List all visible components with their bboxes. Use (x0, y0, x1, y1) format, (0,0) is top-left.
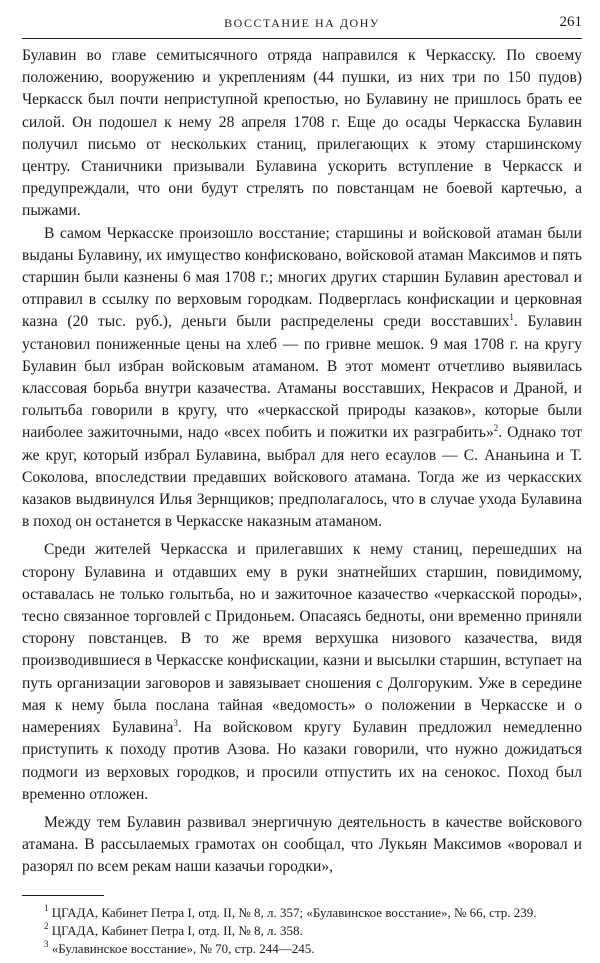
footnote (22, 904, 582, 922)
page-number: 261 (559, 14, 582, 30)
paragraph: Между тем Булавин развивал энергичную деятельность в качестве войскового атамана. В рассылаемых грамотах он сообщал, что Лукьян Максимов «воровал и разорял по всем рекам наши казачьи городки», (22, 813, 582, 876)
footnote-number: 2 (44, 920, 49, 931)
paragraph-text: В самом Черкасске произошло восстание; старшины и войсковой атаман были выданы Булавину, их имущество конфисковано, войсковой атаман Максимов и пять старшин были казнены 6 мая 1708 г.; многих других старшин Булавин арестовал и отправил в ссылку по верховым городкам. Подверглась конфискации и церковная казна (20 тыс. руб.), деньги были распределены среди восставших (22, 224, 582, 331)
footnote-number: 3 (44, 938, 49, 949)
footnote-number: 1 (44, 902, 49, 913)
paragraph-text: . Однако тот же круг, который избрал Булавина, выбрал для него есаулов — С. Ананьина и Т. Соколова, впоследствии предавших войскового атамана. Тогда же из черкасских казаков выдвинулся Илья Зернщиков; предполагалось, что в случае ухода Булавина в поход он останется в Черкасске наказным атаманом. (22, 424, 582, 531)
footnotes (22, 904, 582, 958)
header-rule (22, 38, 582, 39)
paragraph (22, 223, 582, 534)
footnote-text: ЦГАДА, Кабинет Петра I, отд. II, № 8, л. 358. (51, 922, 303, 938)
footnote-ref: 1 (509, 312, 514, 323)
paragraph-text: . Булавин установил пониженные цены на хлеб — по гривне мешок. 9 мая 1708 г. на кругу Булавин был избран войсковым атаманом. В этот момент отчетливо выявилась классовая борьба внутри казачества. Атаманы восставших, Некрасов и Драной, и голытьба говорили в кругу, что «черкасской природы казаков», которые были наиболее зажиточными, надо «всех побить и пожитки их разграбить» (22, 313, 582, 442)
paragraph (22, 539, 582, 805)
footnote-ref: 2 (493, 423, 499, 434)
paragraph: Булавин во главе семитысячного отряда направился к Черкасску. По своему положению, вооружению и укреплениям (44 пушки, из них три по 150 пудов) Черкасск был почти неприступной крепостью, но Булавину не пришлось брать ее силой. Он подошел к нему 28 апреля 1708 г. Еще до осады Черкасска Булавин получил письмо от нескольких станиц, прилегающих к этому старшинскому центру. Станичники призывали Булавина ускорить вступление в Черкасск и предупреждали, что они будут стрелять по повстанцам не боевой картечью, а пыжами. (22, 47, 582, 220)
page-header (22, 16, 582, 38)
footnote-rule (22, 895, 104, 896)
footnote-text: ЦГАДА, Кабинет Петра I, отд. II, № 8, л. 357; «Булавинское восстание», № 66, стр. 239. (51, 904, 537, 920)
paragraph-text: . На войсковом кругу Булавин предложил немедленно приступить к походу против Азова. Но казаки говорили, что нужно дожидаться подмоги из верховых городков, и просили отпустить их на сенокос. Поход был временно отложен. (22, 719, 582, 803)
footnote-text: «Булавинское восстание», № 70, стр. 244—245. (51, 940, 315, 956)
body-text (22, 45, 582, 879)
footnote (22, 922, 582, 940)
footnote-ref: 3 (173, 718, 178, 729)
book-page (22, 16, 582, 958)
footnote (22, 940, 582, 958)
paragraph-text: Среди жителей Черкасска и прилегавших к нему станиц, перешедших на сторону Булавина и отдавших ему в руки знатнейших старшин, повидимому, оставалась не только голытьба, но и зажиточное казачество «черкасской породы», тесно связанное торговлей с Придоньем. Опасаясь бедноты, они временно приняли сторону повстанцев. В то же время верхушка низового казачества, видя производившиеся в Черкасске конфискации, казни и высылки старшин, вступает на путь организации заговоров и завязывает сношения с Долгоруким. Уже в середине мая к нему была послана тайная «ведомость» о положении в Черкасске и о намерениях Булавина (22, 541, 582, 737)
running-title: ВОССТАНИЕ НА ДОНУ (224, 16, 380, 30)
